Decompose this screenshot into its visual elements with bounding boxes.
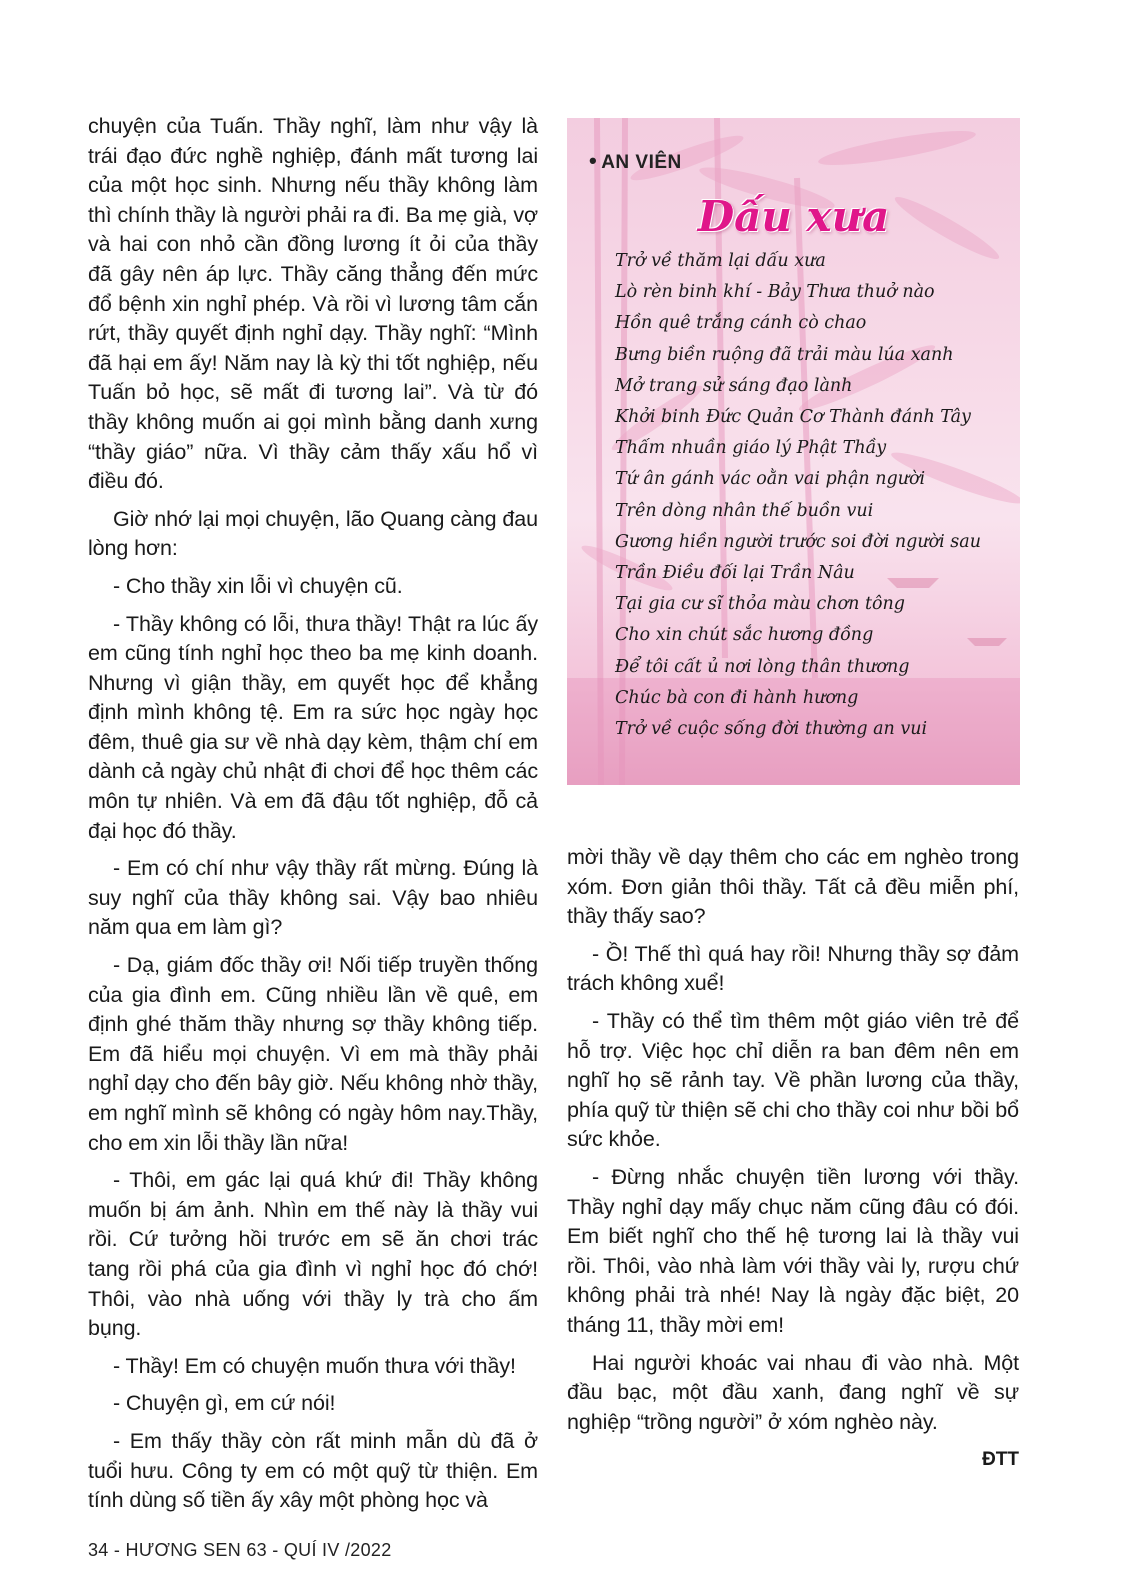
- poem-lines: [615, 246, 1015, 745]
- left-column-paragraph: - Thầy không có lỗi, thưa thầy! Thật ra lúc ấy em cũng tính nghỉ học theo ba mẹ kinh doanh. Nhưng vì giận thầy, em quyết học để khẳng định mình không tệ. Em ra sức học ngày học đêm, thuê gia sư về nhà dạy kèm, thậm chí em dành cả ngày chủ nhật đi chơi để học thêm các môn tự nhiên. Và em đã đậu tốt nghiệp, đỗ cả đại học đó thầy.: [88, 611, 538, 843]
- poem-line: Thấm nhuần giáo lý Phật Thầy: [615, 438, 887, 459]
- poem-line: Bưng biền ruộng đã trải màu lúa xanh: [615, 344, 954, 365]
- right-article-column: [567, 843, 1019, 1475]
- left-column-paragraph: - Em có chí như vậy thầy rất mừng. Đúng là suy nghĩ của thầy không sai. Vậy bao nhiêu năm qua em làm gì?: [88, 856, 538, 940]
- poem-line: Trần Điều đối lại Trần Nâu: [615, 563, 855, 584]
- poem-line: Gương hiền người trước soi đời người sau: [615, 531, 981, 552]
- poem-line: Trên dòng nhân thế buồn vui: [615, 500, 874, 521]
- poem-author: • AN VIÊN: [589, 148, 682, 173]
- right-column-paragraph: Hai người khoác vai nhau đi vào nhà. Một đầu bạc, một đầu xanh, đang nghĩ về sự nghiệp “trồng người” ở xóm nghèo này.: [567, 1350, 1019, 1434]
- poem-line: Mở trang sử sáng đạo lành: [615, 375, 853, 396]
- left-column-paragraph: Giờ nhớ lại mọi chuyện, lão Quang càng đau lòng hơn:: [88, 506, 538, 561]
- poem-line: Để tôi cất ủ nơi lòng thân thương: [615, 656, 910, 677]
- left-column-paragraph: - Em thấy thầy còn rất minh mẫn dù đã ở tuổi hưu. Công ty em có một quỹ từ thiện. Em tính dùng số tiền ấy xây một phòng học và: [88, 1428, 538, 1513]
- author-signature: ĐTT: [982, 1449, 1019, 1471]
- left-column-paragraph: - Thôi, em gác lại quá khứ đi! Thầy không muốn bị ám ảnh. Nhìn em thế này là thầy vui rồi. Cứ tưởng hồi trước em sẽ ăn chơi trác tang rồi phá của gia đình vì nghỉ học đó chớ! Thôi, vào nhà uống với thầy ly trà cho ấm bụng.: [88, 1168, 538, 1341]
- right-column-paragraph: - Đừng nhắc chuyện tiền lương với thầy. Thầy nghỉ dạy mấy chục năm cũng đâu có đói. Em biết nghĩ cho thế hệ tương lai là thầy vui rồi. Thôi, vào nhà làm với thầy vài ly, rượu chứ không phải trà nhé! Nay là ngày đặc biệt, 20 tháng 11, thầy mời em!: [567, 1164, 1019, 1337]
- left-column-paragraph: - Cho thầy xin lỗi vì chuyện cũ.: [113, 573, 403, 598]
- poem-line: Trở về thăm lại dấu xưa: [615, 251, 826, 271]
- left-article-column: [88, 112, 538, 1524]
- right-column-paragraph: - Thầy có thể tìm thêm một giáo viên trẻ để hỗ trợ. Việc học chỉ diễn ra ban đêm nên em nghĩ họ sẽ rảnh tay. Về phần lương của thầy, phía quỹ từ thiện sẽ chi cho thầy coi như bồi bổ sức khỏe.: [567, 1008, 1019, 1152]
- poem-box: [567, 118, 1020, 785]
- poem-line: Cho xin chút sắc hương đồng: [615, 625, 874, 646]
- page-footer: 34 - HƯƠNG SEN 63 - QUÍ IV /2022: [88, 1540, 392, 1560]
- poem-line: Khởi binh Đức Quản Cơ Thành đánh Tây: [615, 407, 971, 428]
- poem-line: Lò rèn binh khí - Bảy Thưa thuở nào: [615, 282, 935, 303]
- poem-line: Chúc bà con đi hành hương: [615, 687, 859, 708]
- poem-line: Tứ ân gánh vác oằn vai phận người: [615, 469, 926, 490]
- poem-line: Trở về cuộc sống đời thường an vui: [615, 719, 928, 740]
- right-column-paragraph: - Ồ! Thế thì quá hay rồi! Nhưng thầy sợ đảm trách không xuể!: [567, 941, 1019, 996]
- poem-title: Dấu xưa: [697, 192, 890, 241]
- left-column-paragraph: - Thầy! Em có chuyện muốn thưa với thầy!: [113, 1353, 516, 1378]
- right-column-paragraph: mời thầy về dạy thêm cho các em nghèo trong xóm. Đơn giản thôi thầy. Tất cả đều miễn phí, thầy thấy sao?: [567, 845, 1019, 929]
- left-column-paragraph: - Chuyện gì, em cứ nói!: [113, 1391, 336, 1416]
- poem-line: Hồn quê trắng cánh cò chao: [615, 313, 867, 334]
- left-column-paragraph: chuyện của Tuấn. Thầy nghĩ, làm như vậy là trái đạo đức nghề nghiệp, đánh mất tương lai của một học sinh. Nhưng nếu thầy không làm thì chính thầy là người phải ra đi. Ba mẹ già, vợ và hai con nhỏ cần đồng lương ít ỏi của thầy đã gây nên áp lực. Thầy căng thẳng đến mức đổ bệnh xin nghỉ phép. Và rồi vì lương tâm cắn rứt, thầy quyết định nghỉ dạy. Thầy nghĩ: “Mình đã hại em ấy! Năm nay là kỳ thi tốt nghiệp, nếu Tuấn bỏ học, sẽ mất đi tương lai”. Và từ đó thầy không muốn ai gọi mình bằng danh xưng “thầy giáo” nữa. Vì thầy cảm thấy xấu hổ vì điều đó.: [88, 114, 539, 494]
- poem-line: Tại gia cư sĩ thỏa màu chơn tông: [615, 594, 906, 615]
- left-column-paragraph: - Dạ, giám đốc thầy ơi! Nối tiếp truyền thống của gia đình em. Cũng nhiều lần về quê, em định ghé thăm thầy nhưng sợ thầy không tiếp. Em đã hiểu mọi chuyện. Vì em mà thầy phải nghỉ dạy cho đến bây giờ. Nếu không nhờ thầy, em nghĩ mình sẽ không có ngày hôm nay.Thầy, cho em xin lỗi thầy lần nữa!: [88, 953, 538, 1155]
